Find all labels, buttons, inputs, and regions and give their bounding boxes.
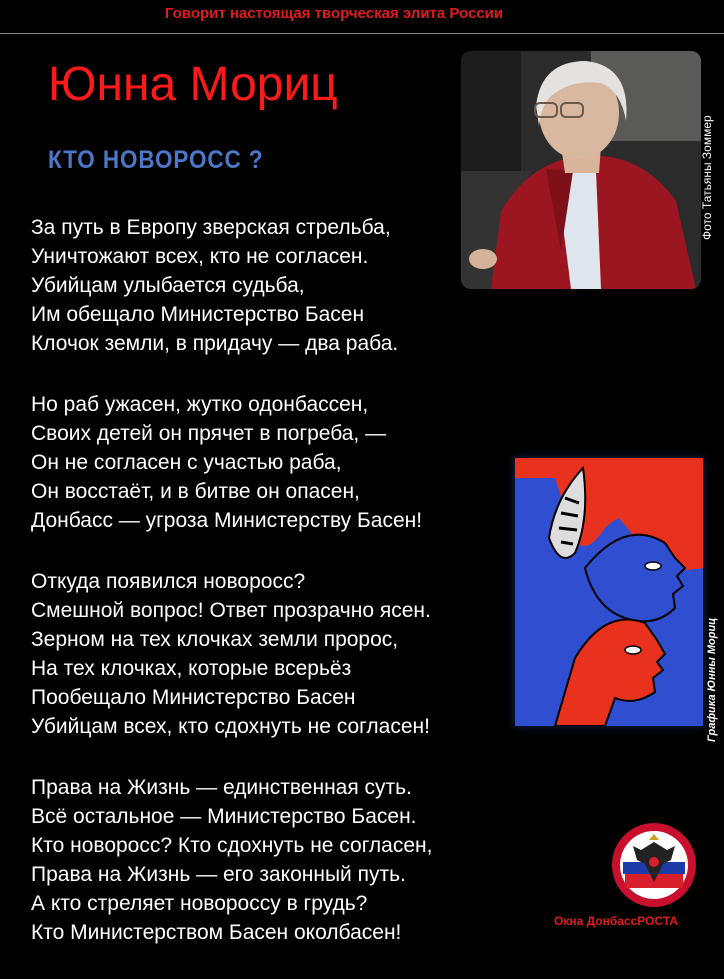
poem-line: Зерном на тех клочках земли пророс, (31, 628, 399, 651)
poem-line: Своих детей он прячет в погреба, — (31, 422, 387, 445)
author-portrait-illustration (461, 51, 701, 289)
author-name: Юнна Мориц (48, 58, 338, 111)
poem-line: На тех клочках, которые всерьёз (31, 657, 352, 680)
poem-line: Клочок земли, в придачу — два раба. (31, 332, 399, 355)
author-photo (461, 51, 701, 289)
poem-line: Им обещало Министерство Басен (31, 303, 365, 326)
poem-line: Он восстаёт, и в битве он опасен, (31, 480, 360, 503)
photo-credit (700, 115, 724, 240)
artwork-credit: Графика Юнны Мориц (706, 617, 718, 742)
poem-line: Смешной вопрос! Ответ прозрачно ясен. (31, 599, 431, 622)
artwork-graphic (515, 458, 703, 726)
poem-line: Права на Жизнь — его законный путь. (31, 863, 406, 886)
stanza-3 (31, 567, 511, 741)
poem-line: Кто новоросс? Кто сдохнуть не согласен, (31, 834, 433, 857)
poem-line: Убийцам улыбается судьба, (31, 274, 305, 297)
poem-line: Откуда появился новоросс? (31, 570, 306, 593)
header-tagline: Говорит настоящая творческая элита России (164, 5, 504, 22)
poem-line: Убийцам всех, кто сдохнуть не согласен! (31, 715, 430, 738)
poem-line: Но раб ужасен, жутко одонбассен, (31, 393, 369, 416)
stanza-2 (31, 390, 511, 535)
poem-line: Уничтожают всех, кто не согласен. (31, 245, 369, 268)
poem-line: Пообещало Министерство Басен (31, 686, 356, 709)
poem-title: КТО НОВОРОСС ? (48, 146, 264, 174)
poem-body (31, 213, 511, 979)
logo-caption: Окна ДонбассРОСТА (554, 914, 679, 928)
poem-line: Кто Министерством Басен околбасен! (31, 921, 402, 944)
stanza-4 (31, 773, 511, 947)
poem-line: Права на Жизнь — единственная суть. (31, 776, 412, 799)
stanza-1 (31, 213, 511, 358)
poem-line: Донбасс — угроза Министерству Басен! (31, 509, 423, 532)
donbass-rosta-logo (611, 822, 697, 908)
poem-line: Он не согласен с участью раба, (31, 451, 342, 474)
header-divider (0, 33, 724, 34)
poem-line: Всё остальное — Министерство Басен. (31, 805, 417, 828)
eagle-emblem-icon (611, 822, 697, 908)
poem-line: А кто стреляет новороссу в грудь? (31, 892, 368, 915)
poem-line: За путь в Европу зверская стрельба, (31, 216, 391, 239)
artwork-profiles-illustration (515, 458, 703, 726)
photo-credit-text: Фото Татьяны Зоммер (700, 115, 714, 240)
